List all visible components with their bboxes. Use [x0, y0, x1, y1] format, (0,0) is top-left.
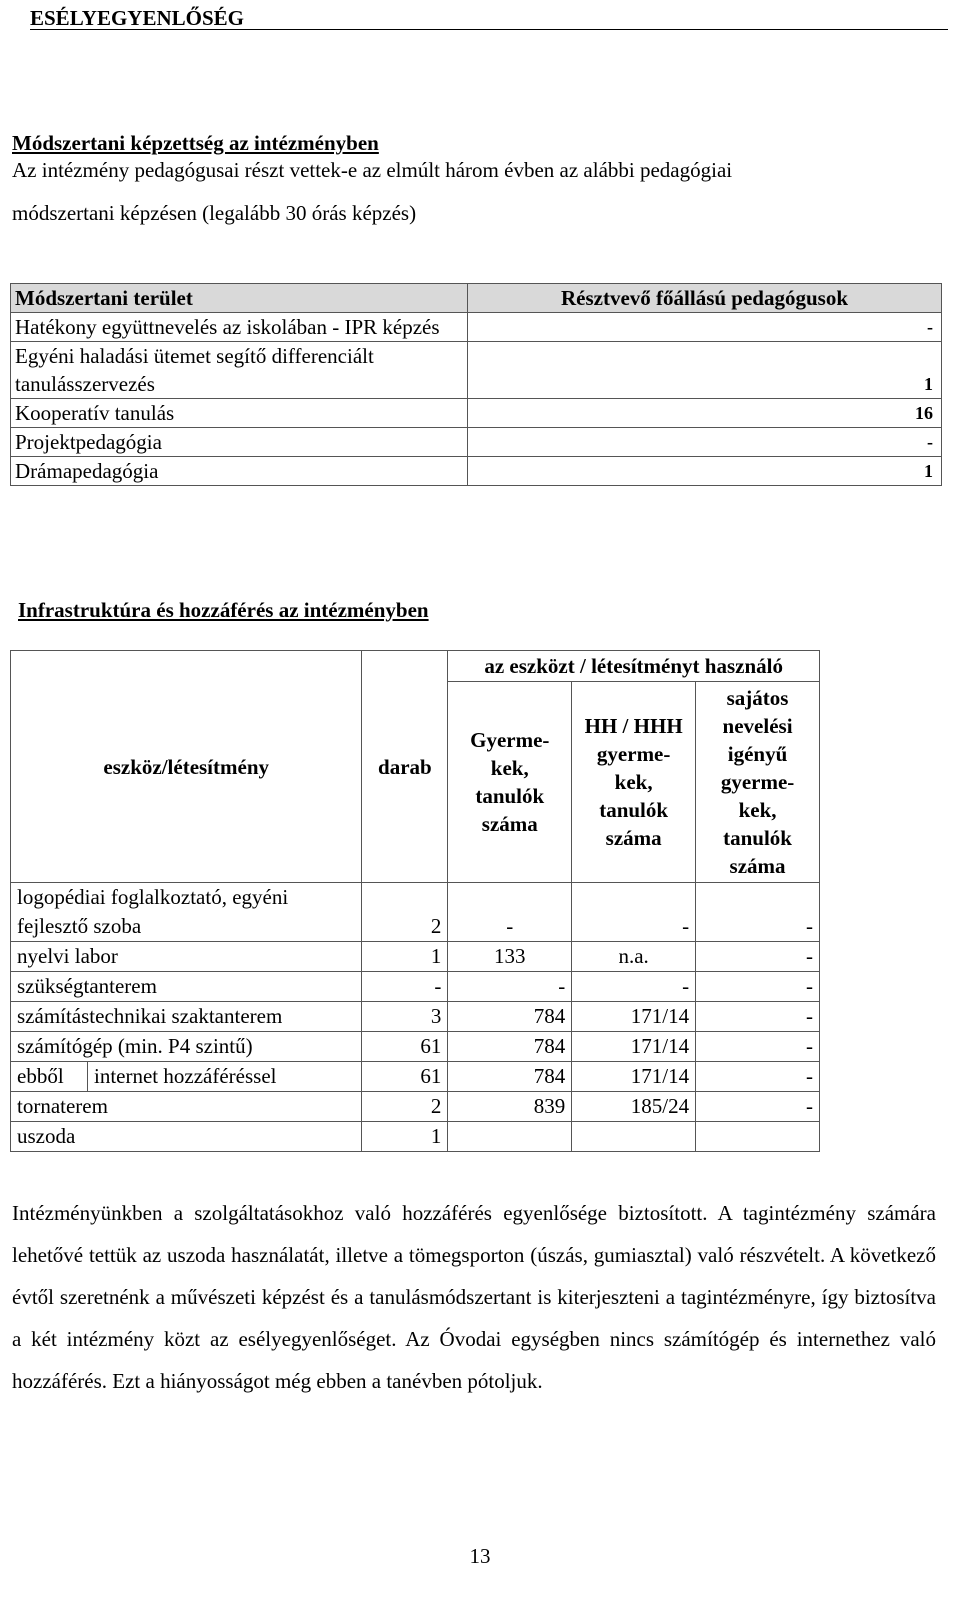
table-row [11, 972, 820, 1002]
table-row [11, 457, 942, 486]
item-count: 3 [362, 1002, 448, 1032]
table-row [11, 399, 942, 428]
item-count: - [362, 972, 448, 1002]
infrastructure-table [10, 650, 820, 1152]
row-label: Kooperatív tanulás [11, 399, 468, 428]
item-name: uszoda [11, 1122, 362, 1152]
item-children: 839 [448, 1092, 572, 1122]
header-count: darab [362, 651, 448, 883]
header-participants: Résztvevő főállású pedagógusok [468, 284, 942, 313]
item-hh: n.a. [572, 942, 696, 972]
item-name: számítógép (min. P4 szintű) [11, 1032, 362, 1062]
table-row [11, 428, 942, 457]
item-children: 133 [448, 942, 572, 972]
item-children: 784 [448, 1062, 572, 1092]
item-sni [696, 1122, 820, 1152]
methods-table-header [11, 284, 942, 313]
intro-text-line2: módszertani képzésen (legalább 30 órás képzés) [12, 201, 417, 225]
row-label: Drámapedagógia [11, 457, 468, 486]
item-sni: - [696, 1092, 820, 1122]
item-hh: 171/14 [572, 1002, 696, 1032]
row-label: Hatékony együttnevelés az iskolában - IPR képzés [11, 313, 468, 342]
row-label: Projektpedagógia [11, 428, 468, 457]
item-name: tornaterem [11, 1092, 362, 1122]
header-area: Módszertani terület [11, 284, 468, 313]
item-name: nyelvi labor [11, 942, 362, 972]
infra-header-row1 [11, 651, 820, 682]
row-value: - [468, 428, 942, 457]
section-title-infrastructure: Infrastruktúra és hozzáférés az intézményben [18, 598, 429, 622]
intro-text-line1: Az intézmény pedagógusai részt vettek-e az elmúlt három évben az alábbi pedagógiai [12, 158, 733, 182]
item-count: 2 [362, 1092, 448, 1122]
item-name: logopédiai foglalkoztató, egyéni fejlesztő szoba [11, 883, 362, 942]
table-row [11, 1092, 820, 1122]
item-count: 2 [362, 883, 448, 942]
item-hh: 171/14 [572, 1062, 696, 1092]
item-hh: - [572, 972, 696, 1002]
item-hh: - [572, 883, 696, 942]
item-sni: - [696, 883, 820, 942]
item-name-prefix: ebből [11, 1062, 88, 1091]
table-row [11, 1122, 820, 1152]
item-sni: - [696, 1032, 820, 1062]
section-title-methods: Módszertani képzettség az intézményben [12, 131, 379, 155]
item-children [448, 1122, 572, 1152]
item-hh [572, 1122, 696, 1152]
row-value: 16 [468, 399, 942, 428]
header-hh: HH / HHH gyerme-kek, tanulók száma [572, 682, 696, 883]
row-label: Egyéni haladási ütemet segítő differenciált tanulásszervezés [11, 342, 468, 399]
page-number: 13 [469, 1544, 491, 1568]
item-sni: - [696, 972, 820, 1002]
table-row [11, 1032, 820, 1062]
header-item: eszköz/létesítmény [11, 651, 362, 883]
page-heading: ESÉLYEGYENLŐSÉG [30, 4, 948, 30]
table-row [11, 1062, 820, 1092]
item-name-split [11, 1062, 362, 1092]
item-children: - [448, 883, 572, 942]
item-children: - [448, 972, 572, 1002]
table-row [11, 883, 820, 942]
item-children: 784 [448, 1032, 572, 1062]
header-users-group: az eszközt / létesítményt használó [448, 651, 820, 682]
item-count: 1 [362, 1122, 448, 1152]
item-sni: - [696, 942, 820, 972]
item-count: 61 [362, 1032, 448, 1062]
header-sni: sajátos nevelési igényű gyerme-kek, tanulók száma [696, 682, 820, 883]
table-row [11, 1002, 820, 1032]
methods-table [10, 283, 942, 486]
item-hh: 171/14 [572, 1032, 696, 1062]
row-value: 1 [468, 457, 942, 486]
item-count: 61 [362, 1062, 448, 1092]
header-children: Gyerme-kek, tanulók száma [448, 682, 572, 883]
item-sni: - [696, 1062, 820, 1092]
item-hh: 185/24 [572, 1092, 696, 1122]
table-row [11, 942, 820, 972]
table-row [11, 342, 942, 399]
item-name: szükségtanterem [11, 972, 362, 1002]
item-name: számítástechnikai szaktanterem [11, 1002, 362, 1032]
item-sni: - [696, 1002, 820, 1032]
item-name-suffix: internet hozzáféréssel [94, 1064, 277, 1088]
row-value: - [468, 313, 942, 342]
table-row [11, 313, 942, 342]
item-children: 784 [448, 1002, 572, 1032]
item-count: 1 [362, 942, 448, 972]
body-paragraph: Intézményünkben a szolgáltatásokhoz való hozzáférés egyenlősége biztosított. A tagintézmény számára lehetővé tettük az uszoda használatát, illetve a tömegsporton (úszás, gumiasztal) való részvételt. A következő évtől szeretnénk a művészeti képzést és a tanulásmódszertant is kiterjeszteni a tagintézményre, így biztosítva a két intézmény közt az esélyegyenlőséget. Az Óvodai egységben nincs számítógép és internethez való hozzáférés. Ezt a hiányosságot még ebben a tanévben pótoljuk. [12, 1201, 936, 1393]
row-value: 1 [468, 342, 942, 399]
